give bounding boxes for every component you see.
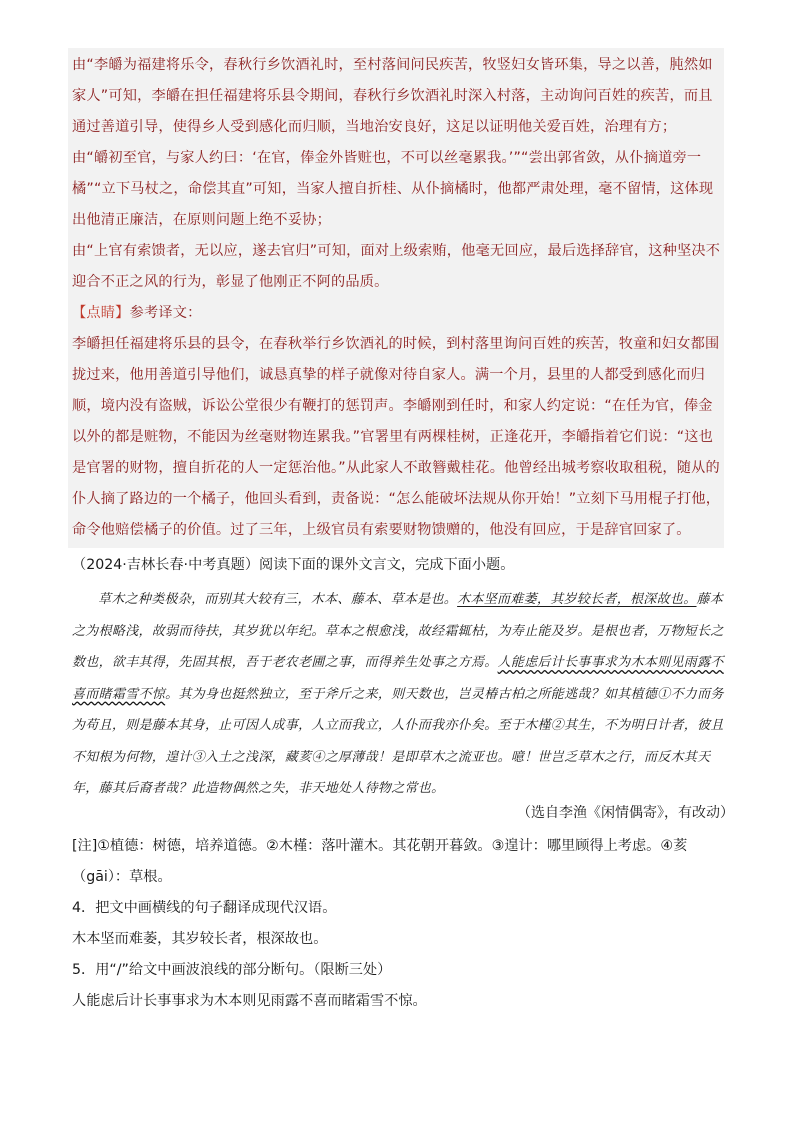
question-5-sentence: 人能虑后计长事事求为木本则见雨露不喜而睹霜雪不惊。	[72, 993, 427, 1009]
question-5-prompt: 5．用“/”给文中画波浪线的部分断句。（限断三处）	[72, 962, 392, 978]
notes: [注]①植德：树德，培养道德。②木槿：落叶灌木。其花朝开暮敛。③遑计：哪里顾得上考虑。④荄（gāi）：草根。	[72, 838, 688, 885]
answer-paragraph-1: 由“李皭为福建将乐令，春秋行乡饮酒礼时，至村落间问民疾苦，牧竖妇女皆环集，导之以善，肫然如家人”可知，李皭在担任福建将乐县令期间，春秋行乡饮酒礼时深入村落，主动询问百姓的疾苦，而且通过善道引导，使得乡人受到感化而归顺，当地治安良好，这足以证明他关爱百姓，治理有方；	[72, 57, 713, 135]
dianjing-text: 参考译文：	[129, 305, 202, 321]
translation-paragraph: 李皭担任福建将乐县的县令，在春秋举行乡饮酒礼的时候，到村落里询问百姓的疾苦，牧童和妇女都围拢过来，他用善道引导他们，诚恳真挚的样子就像对待自家人。满一个月，县里的人都受到感化而归顺，境内没有盗贼，诉讼公堂很少有鞭打的惩罚声。李皭刚到任时，和家人约定说：“在任为官，俸金以外的都是赃物，不能因为丝毫财物连累我。”官署里有两棵桂树，正逢花开，李皭指着它们说：“这也是官署的财物，擅自折花的人一定惩治他。”从此家人不敢簪戴桂花。他曾经出城考察收取租税，随从的仆人摘了路边的一个橘子，他回头看到，责备说：“怎么能破坏法规从你开始！”立刻下马用棍子打他，命令他赔偿橘子的价值。过了三年，上级官员有索要财物馈赠的，他没有回应，于是辞官回家了。	[72, 336, 721, 538]
answer-section	[72, 50, 724, 546]
question-intro: （2024·吉林长春·中考真题）阅读下面的课外文言文，完成下面小题。	[72, 557, 515, 573]
classical-sentence-3: 藤本之为根略浅，故弱而待扶，其岁犹以年纪。草本之根愈浅，故经霜辄枯，为寿止能及岁。是根也者，万物短长之数也，欲丰其得，先固其根，吾于老农老圃之事，而得养生处事之方焉。	[72, 592, 724, 670]
classical-text	[72, 584, 732, 805]
answer-paragraph-3: 由“上官有索馈者，无以应，遂去官归”可知，面对上级索贿，他毫无回应，最后选择辞官，这种坚决不迎合不正之风的行为，彰显了他刚正不阿的品质。	[72, 243, 721, 290]
question-4-prompt: 4．把文中画横线的句子翻译成现代汉语。	[72, 900, 337, 916]
question-4-sentence: 木本坚而难萎，其岁较长者，根深故也。	[72, 931, 328, 947]
answer-paragraph-2: 由“皭初至官，与家人约曰：‘在官，俸金外皆赃也，不可以丝毫累我。’”“尝出郭省敛，从仆摘道旁一橘”“立下马杖之，命偿其直”可知，当家人擅自折桂、从仆摘橘时，他都严肃处理，毫不留情，这体现出他清正廉洁，在原则问题上绝不妥协；	[72, 150, 714, 228]
classical-sentence-1: 草木之种类极杂，而别其大较有三，木本、藤本、草本是也。	[98, 592, 458, 607]
underlined-sentence: 木本坚而难萎，其岁较长者，根深故也。	[457, 592, 697, 607]
source-citation: （选自李渔《闲情偶寄》，有改动）	[517, 805, 734, 821]
dianjing-label: 【点睛】	[72, 305, 130, 321]
wavy-underlined-sentence: 人能虑后计长事事求为木本则见雨露不喜而睹霜雪不惊	[72, 655, 724, 702]
notes-section	[72, 831, 732, 1017]
dianjing-line	[72, 298, 724, 329]
classical-sentence-5: 。其为身也挺然独立，至于斧斤之来，则天数也，岂灵椿古柏之所能逃哉？如其植德①不力而务为苟且，则是藤本其身，止可因人成事，人立而我立，人仆而我亦仆矣。至于木槿②其生，不为明日计者，彼且不知根为何物，遑计③入土之浅深，藏荄④之厚薄哉！是即草木之流亚也。噫！世岂乏草木之行，而反木其天年，藤其后裔者哉？此造物偶然之失，非天地处人待物之常也。	[72, 686, 724, 796]
